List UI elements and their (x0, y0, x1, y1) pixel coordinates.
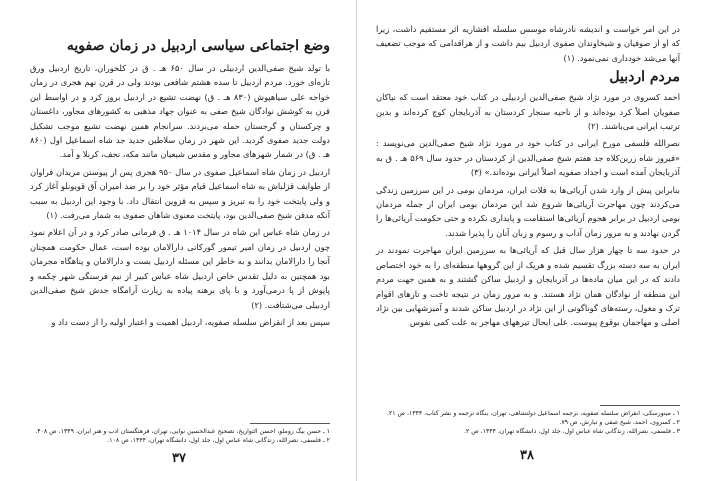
page-number: ۳۷ (172, 451, 186, 466)
footnote: ۳ ـ فلسفی، نصرالله، زندگانی شاه عباس اول، جلد اول، دانشگاه تهران، ۱۳۴۴، ص ۲. (463, 428, 680, 435)
paragraph: سپس بعد از انقراض سلسله صفویه، اردبیل اهمیت و اعتبار اولیه را از دست داد و (51, 316, 330, 327)
footnote: ۱ ـ مینورسکی، انقراض سلسله صفویه، ترجمه اسماعیل دولتشاهی، تهران، بنگاه ترجمه و نشر کتاب، ۱۳۴۴، ص ۲۱. (386, 410, 680, 417)
footnote-divider (250, 423, 330, 424)
right-footnotes (376, 409, 680, 436)
right-body (376, 22, 680, 333)
page-number: ۳۸ (520, 448, 534, 463)
paragraph: احمد کسروی در مورد نژاد شیخ صفی‌الدین اردبیلی در کتاب خود معتقد است که نیاکان صفویان اصلاً کرد بوده‌اند و از ناحیه سنجار کردستان به آذربایجان کوچ کرده‌اند و بدین ترتیب ایرانی می‌باشند. (۲) (376, 92, 680, 132)
section-heading: مردم اردبیل (609, 69, 680, 86)
paragraph: در زمان شاه عباس این شاه در سال ۱۰۱۴ هـ . ق فرمانی صادر کرد و در آن اعلام نمود چون اردبیل در زمان امیر تیمور گورکانی دارالامان بوده است، عمال حکومت همچنان آنجا را دارالامان بدانند و به خاطر این مسئله اردبیل بست و دارالامان و پناهگاه مجرمان بود همچنین به دلیل تقدس خاص اردبیل شاه عباس کبیر از نیم فرسنگی شهر چکمه و پاپوش از پا درمی‌آورد و با پای برهنه پیاده به زیارت آرامگاه جدش شیخ صفی‌الدین اردبیلی می‌شتافت. (۲) (30, 227, 330, 310)
footnote: ۲ ـ فلسفی، نصرالله، زندگانی شاه عباس اول، جلد اول، دانشگاه تهران، ۱۳۴۴، ص ۱۰۸. (107, 437, 330, 444)
footnote: ۲ ـ کسروی، احمد، شیخ صفی و تبارش، ص ۷۹. (559, 419, 680, 426)
left-body (30, 37, 330, 332)
paragraph: در حدود سه تا چهار هزار سال قبل که آریائی‌ها به سرزمین ایران مهاجرت نمودند در ایران به سه دسته بزرگ تقسیم شده و هریک از این گروهها منطقه‌ای را به خود اختصاص دادند که در این میان ماده‌ها در آذربایجان و اردبیل ساکن گشتند و به همین جهت مردم این منطقه از نوادگان همان نژاد هستند. و به مرور زمان در نتیجه تاخت و تازهای اقوام ترک و مغول، رسته‌های گوناگونی از این نژاد در اردبیل ساکن شدند و آمیزشهایی بین نژاد اصلی و مهاجمان بوقوع پیوست. علی ایحال تیرههای مهاجر به علت کمی نفوس (376, 245, 680, 328)
paragraph: اردبیل در زمان شاه اسماعیل صفوی در سال ۹۵۰ هجری پس از پیوستن مریدان فراوان از طوایف قزلباش به شاه اسماعیل قیام مؤثر خود را بر ضد امیران آق قویونلو آغاز کرد و ولی پایتخت خود را به تبریز و سپس به قزوین انتقال داد. با وجود این اردبیل به سبب آنکه مدفن شیخ صفی‌الدین بود، پایتخت معنوی شاهان صفوی به شمار می‌رفت. (۱) (30, 166, 330, 221)
paragraph: در این امر خواست و اندیشه نادرشاه موسس سلسله افشاریه اثر مستقیم داشت، زیرا که او از صوفیان و شیخاوندان صفوی اردبیل بیم داشت و از هراقدامی که موجب تضعیف آنها می‌شد خودداری نمی‌نمود. (۱) (376, 24, 680, 63)
section-heading: وضع اجتماعی سیاسی اردبیل در زمان صفویه (66, 38, 330, 54)
paragraph: بنابراین پیش از وارد شدن آریائی‌ها به فلات ایران، مردمان بومی در این سرزمین زندگی می‌کردند چون مهاجرت آریائی‌ها شروع شد این مردمان بومی ایران از جمله مردمان بومی اردبیل در برابر هجوم آریائی‌ها استقامت و پایداری نکرده و حتی حکومت آریائی‌ها را گردن نهادند و به مرور زمان آداب و رسوم و زبان آنان را پذیرا شدند. (376, 184, 680, 238)
paragraph: نصرالله فلسفی مورخ ایرانی در کتاب خود در مورد نژاد شیخ صفی‌الدین می‌نویسد : «فیروز شاه زرین‌کلاه جد هفتم شیخ صفی‌الدین از کردستان در حدود سال ۵۶۹ هـ . ق به آذربایجان آمده است و اجداد صفویه اصلاً ایرانی بوده‌اند.» (۳) (376, 138, 680, 178)
footnote-divider (600, 405, 680, 406)
right-page (356, 0, 712, 481)
footnote: ۱ ـ حسن بیگ روملو، احسن التواریخ، تصحیح عبدالحسین نوایی، تهران، فرهنگستان ادب و هنر ایران، ۱۳۴۹، ص ۴۰۸. (35, 428, 330, 435)
left-footnotes (30, 427, 330, 445)
paragraph: با تولد شیخ صفی‌الدین اردبیلی در سال ۶۵۰ هـ . ق در کلخوران، تاریخ اردبیل ورق تازه‌ای خورد. مردم اردبیل تا سده هشتم شافعی بودند ولی در قرن نهم هجری در زمان خواجه علی سیاهپوش (۸۳۰ هـ . ق) نهضت تشیع در اردبیل بروز کرد و در اواسط این قرن به کوشش نوادگان شیخ صفی به عنوان جهاد مذهبی به کشورهای مجاور، داغستان و چرکستان و گرجستان حمله می‌بردند. سرانجام همین نهضت تشیع موجب تشکیل دولت جدید صفوی گردید. این شهر در زمان سلاطین جدید جد شاه اسماعیل اول (۸۶۰ هـ . ق) در شمار شهرهای مجاور و مقدس شیعیان مانند مکه، نجف، کربلا و آمد. (30, 63, 330, 160)
